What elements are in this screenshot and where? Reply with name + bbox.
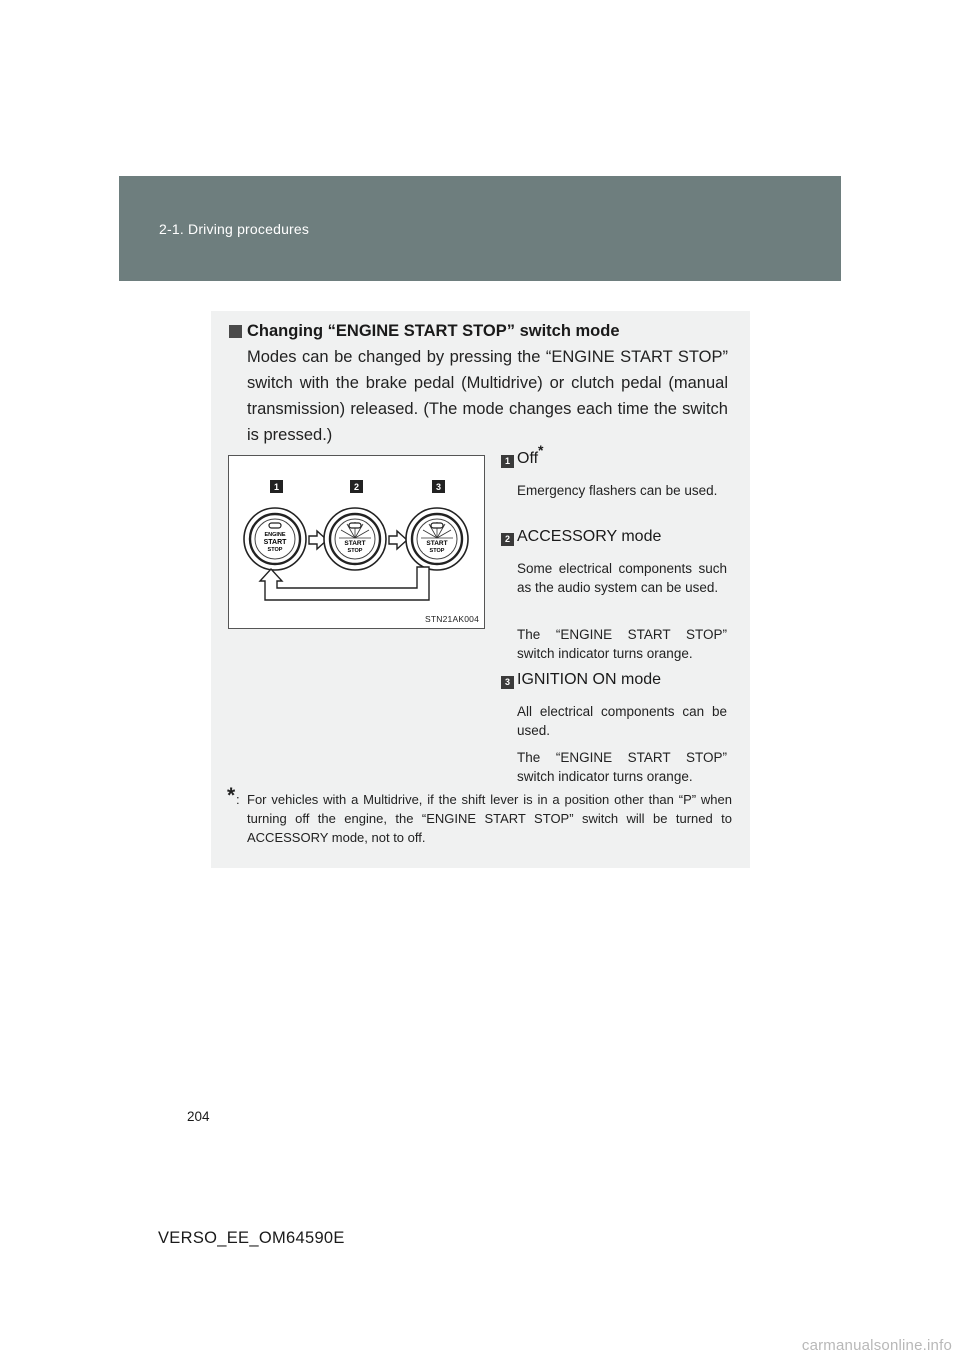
figure-badge-3-label: 3	[435, 482, 442, 492]
return-arrow-icon	[260, 567, 429, 600]
button-3-line-1: START	[426, 540, 448, 547]
figure-badge-3	[432, 480, 445, 493]
section-title: 2-1. Driving procedures	[159, 221, 310, 237]
item-3-text-2: The “ENGINE START STOP” switch indicator turns orange.	[517, 750, 727, 784]
page-number: 204	[187, 1109, 210, 1124]
button-3-line-2: STOP	[429, 548, 445, 554]
watermark: carmanualsonline.info	[801, 1337, 952, 1354]
button-1-line-3: STOP	[267, 547, 283, 553]
footnote-mark: *	[227, 784, 236, 807]
item-1-badge: 1	[501, 455, 514, 468]
button-2-line-2: STOP	[347, 548, 363, 554]
figure-badge-1	[270, 480, 283, 493]
content-box	[211, 311, 750, 868]
item-2-text-1: Some electrical components such as the audio system can be used.	[517, 561, 727, 595]
section-heading: Changing “ENGINE START STOP” switch mode	[247, 322, 620, 340]
square-bullet-icon	[229, 325, 242, 338]
item-3-title: IGNITION ON mode	[517, 671, 662, 688]
switch-diagram	[229, 456, 484, 628]
figure-code: STN21AK004	[425, 614, 479, 624]
switch-mode-figure	[228, 455, 485, 629]
item-1-title	[517, 441, 544, 468]
item-1-title-text: Off	[517, 450, 539, 467]
document-code: VERSO_EE_OM64590E	[158, 1229, 345, 1247]
figure-badge-2-label: 2	[353, 482, 360, 492]
arrow-right-icon	[389, 531, 407, 549]
item-3-text-1: All electrical components can be used.	[517, 704, 727, 738]
engine-start-stop-button-ignition-on	[406, 508, 468, 570]
engine-start-stop-button-accessory	[324, 508, 386, 570]
engine-start-stop-button-off	[244, 508, 306, 570]
item-2-title: ACCESSORY mode	[517, 528, 662, 545]
figure-badge-1-label: 1	[273, 482, 280, 492]
button-2-line-1: START	[344, 540, 366, 547]
footnote-colon: :	[236, 792, 240, 807]
button-1-line-1: ENGINE	[264, 532, 286, 538]
footnote-text: For vehicles with a Multidrive, if the shift lever is in a position other than “P” when turning off the engine, the “ENGINE START STOP” switch will be turned to ACCESSORY mode, not to off.	[247, 792, 732, 845]
header-band	[119, 176, 841, 281]
intro-paragraph: Modes can be changed by pressing the “ENGINE START STOP” switch with the brake pedal (Multidrive) or clutch pedal (manual transmission) released. (The mode changes each time the switch is pressed.)	[247, 348, 728, 444]
item-2-badge: 2	[501, 533, 514, 546]
item-1-text-1: Emergency flashers can be used.	[517, 483, 718, 498]
item-3-badge: 3	[501, 676, 514, 689]
button-1-line-2: START	[263, 539, 287, 546]
item-2-text-2: The “ENGINE START STOP” switch indicator turns orange.	[517, 627, 727, 661]
figure-badge-2	[350, 480, 363, 493]
item-1-footnote-mark: *	[538, 441, 544, 458]
